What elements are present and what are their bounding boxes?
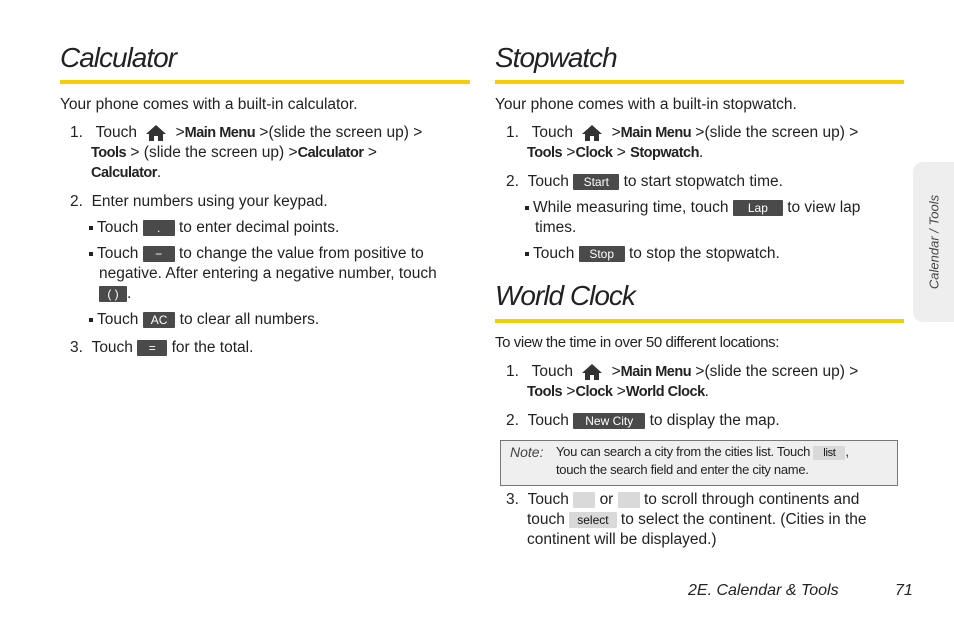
scroll-down-key[interactable] bbox=[618, 492, 640, 508]
footer-section: 2E. Calendar & Tools bbox=[688, 582, 839, 599]
world-clock-rule bbox=[495, 319, 904, 323]
bullet-icon bbox=[525, 252, 529, 256]
parentheses-key[interactable]: ( ) bbox=[99, 286, 127, 302]
bullet-icon bbox=[89, 226, 93, 230]
stopwatch-bullet-stop: Touch Stop to stop the stopwatch. bbox=[525, 244, 780, 264]
clear-key[interactable]: AC bbox=[143, 312, 176, 328]
stopwatch-bullet-lap-line2: times. bbox=[535, 219, 577, 236]
stopwatch-title: Stopwatch bbox=[495, 42, 617, 73]
list-key[interactable]: list bbox=[813, 446, 845, 460]
bullet-icon bbox=[89, 252, 93, 256]
page-number: 71 bbox=[895, 582, 913, 599]
world-clock-step-1-line2: Tools >Clock >World Clock. bbox=[527, 383, 709, 400]
stopwatch-rule bbox=[495, 80, 904, 84]
stopwatch-step-1: 1. Touch >Main Menu >(slide the screen up) > bbox=[506, 124, 859, 141]
select-key[interactable]: select bbox=[569, 512, 616, 528]
section-side-tab bbox=[913, 162, 954, 322]
note-line-2: touch the search field and enter the city name. bbox=[556, 462, 809, 477]
calculator-rule bbox=[60, 80, 470, 84]
calculator-step-3: 3. Touch = for the total. bbox=[70, 339, 254, 356]
world-clock-step-2: 2. Touch New City to display the map. bbox=[506, 412, 780, 429]
stop-key[interactable]: Stop bbox=[579, 246, 625, 262]
home-icon bbox=[145, 124, 167, 142]
side-tab-label: Calendar / Tools bbox=[926, 194, 941, 290]
new-city-key[interactable]: New City bbox=[573, 413, 645, 429]
start-key[interactable]: Start bbox=[573, 174, 619, 190]
world-clock-step-1: 1. Touch >Main Menu >(slide the screen up) > bbox=[506, 363, 859, 380]
stopwatch-intro: Your phone comes with a built-in stopwatch. bbox=[495, 96, 797, 113]
calculator-title: Calculator bbox=[60, 42, 177, 73]
calculator-bullet-clear: Touch AC to clear all numbers. bbox=[89, 310, 319, 330]
world-clock-title: World Clock bbox=[495, 280, 635, 311]
decimal-key[interactable]: . bbox=[143, 220, 175, 236]
calculator-step-1-line2: Tools > (slide the screen up) >Calculator > bbox=[91, 144, 377, 161]
note-label: Note: bbox=[510, 444, 544, 460]
lap-key[interactable]: Lap bbox=[733, 200, 783, 216]
stopwatch-bullet-lap: While measuring time, touch Lap to view lap bbox=[525, 198, 860, 218]
note-line-1: You can search a city from the cities list. Touch list , bbox=[556, 444, 849, 459]
calculator-step-1: 1. Touch >Main Menu >(slide the screen up) > bbox=[70, 124, 423, 141]
stopwatch-step-2: 2. Touch Start to start stopwatch time. bbox=[506, 173, 783, 190]
calculator-bullet-negate-line2: negative. After entering a negative number, touch bbox=[99, 265, 437, 282]
calculator-bullet-negate-line3: ( ) . bbox=[99, 284, 131, 304]
calculator-bullet-negate: Touch − to change the value from positive to bbox=[89, 244, 424, 264]
stopwatch-step-1-line2: Tools >Clock > Stopwatch. bbox=[527, 144, 704, 161]
bullet-icon bbox=[525, 206, 529, 210]
calculator-step-2: 2. Enter numbers using your keypad. bbox=[70, 193, 328, 210]
calculator-step-1-line3: Calculator. bbox=[91, 164, 162, 181]
scroll-up-key[interactable] bbox=[573, 492, 595, 508]
calculator-intro: Your phone comes with a built-in calculator. bbox=[60, 96, 358, 113]
world-clock-step-3: 3. Touch or to scroll through continents and bbox=[506, 491, 860, 508]
bullet-icon bbox=[89, 318, 93, 322]
negate-key[interactable]: − bbox=[143, 246, 175, 262]
world-clock-step-3-line3: continent will be displayed.) bbox=[527, 531, 717, 548]
equals-key[interactable]: = bbox=[137, 340, 167, 356]
calculator-bullet-decimal: Touch . to enter decimal points. bbox=[89, 218, 339, 238]
home-icon bbox=[581, 363, 603, 381]
home-icon bbox=[581, 124, 603, 142]
world-clock-intro: To view the time in over 50 different locations: bbox=[495, 334, 780, 351]
world-clock-step-3-line2: touch select to select the continent. (Cities in the bbox=[527, 511, 867, 528]
